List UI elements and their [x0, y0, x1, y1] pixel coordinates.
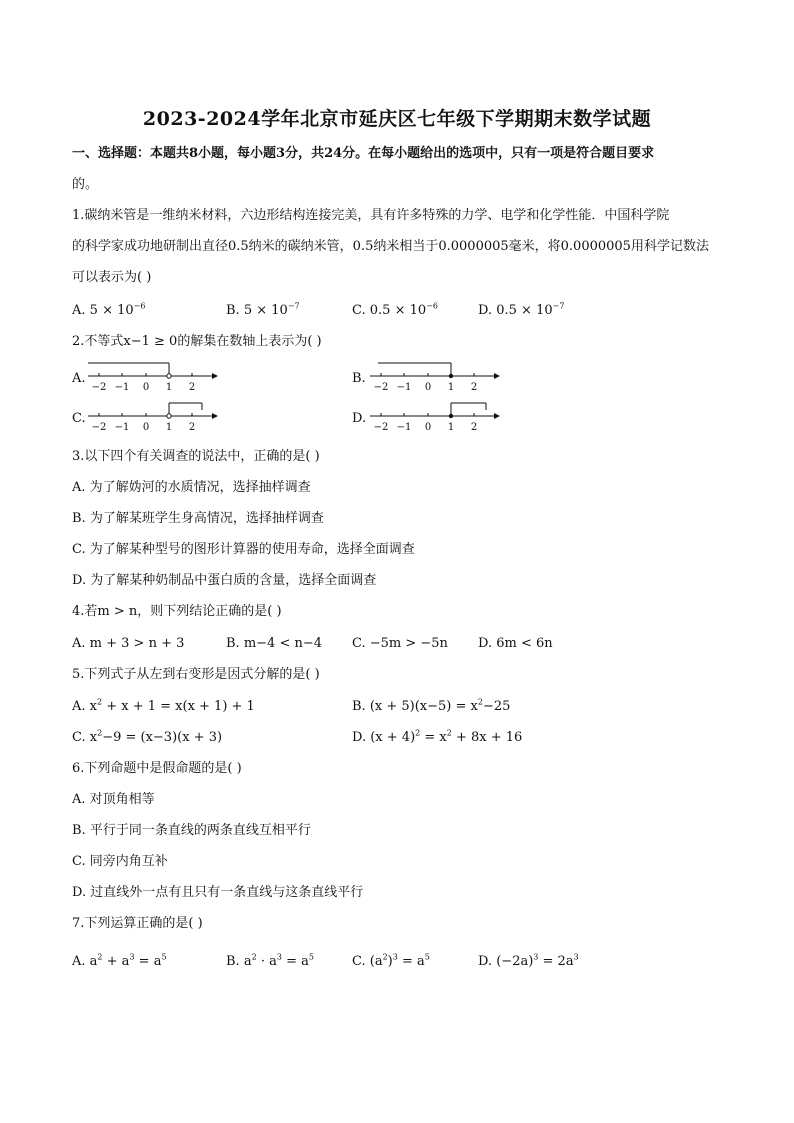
q3-option-b[interactable]: B. 为了解某班学生身高情况，选择抽样调查 [72, 511, 324, 526]
q2-number-line-b[interactable] [368, 358, 500, 392]
q4-option-d[interactable]: D. 6m < 6n [478, 636, 553, 651]
q5-option-a[interactable]: A. $x^2 + x + 1 = x(x + 1) + 1$ [72, 697, 255, 714]
q1-option-a[interactable]: A. $5 \times 10^{-6}$ [72, 301, 146, 318]
tick-label-1: 1 [447, 422, 455, 433]
section-instruction-line1: 一、选择题：本题共8小题，每小题3分，共24分。在每小题给出的选项中，只有一项是符合题目要求 [72, 146, 655, 161]
q1-stem-line3: 可以表示为( ) [72, 270, 152, 285]
q3-stem: 3.以下四个有关调查的说法中，正确的是( ) [72, 449, 320, 464]
tick-label-neg1: −1 [396, 382, 412, 393]
q5-option-b[interactable]: B. $(x + 5)(x-5) = x^2-25$ [352, 697, 511, 714]
tick-label-neg1: −1 [396, 422, 412, 433]
q7-option-a[interactable]: A. $a^2 + a^3 = a^5$ [72, 952, 167, 969]
q1-stem-line2: 的科学家成功地研制出直径0.5纳米的碳纳米管，0.5纳米相当于0.0000005毫米，将0.0000005用科学记数法 [72, 239, 709, 254]
q1-option-d[interactable]: D. $0.5 \times 10^{-7}$ [478, 301, 565, 318]
q1-option-c[interactable]: C. $0.5 \times 10^{-6}$ [352, 301, 438, 318]
tick-label-0: 0 [142, 422, 150, 433]
q1-option-b[interactable]: B. $5 \times 10^{-7}$ [226, 301, 300, 318]
tick-label-neg1: −1 [114, 382, 130, 393]
q2-option-b-label[interactable]: B. [352, 371, 366, 386]
q7-stem: 7.下列运算正确的是( ) [72, 916, 203, 931]
tick-label-1: 1 [447, 382, 455, 393]
q5-stem: 5.下列式子从左到右变形是因式分解的是( ) [72, 667, 320, 682]
q2-stem: 2.不等式x−1 ≥ 0的解集在数轴上表示为( ) [72, 334, 322, 349]
q2-option-d-label[interactable]: D. [352, 411, 367, 426]
tick-label-neg2: −2 [91, 422, 107, 433]
q6-option-a[interactable]: A. 对顶角相等 [72, 792, 155, 807]
q5-option-c[interactable]: C. $x^2-9 = (x-3)(x + 3)$ [72, 728, 223, 745]
q6-option-d[interactable]: D. 过直线外一点有且只有一条直线与这条直线平行 [72, 885, 364, 900]
tick-label-2: 2 [188, 382, 196, 393]
q4-option-a[interactable]: A. m + 3 > n + 3 [72, 636, 185, 651]
q4-stem: 4.若m > n，则下列结论正确的是( ) [72, 604, 282, 619]
q3-option-a[interactable]: A. 为了解妫河的水质情况，选择抽样调查 [72, 480, 311, 495]
q6-option-b[interactable]: B. 平行于同一条直线的两条直线互相平行 [72, 823, 311, 838]
q7-option-b[interactable]: B. $a^2 \cdot a^3 = a^5$ [226, 952, 314, 969]
q7-option-d[interactable]: D. $(-2a)^3 = 2a^3$ [478, 952, 579, 969]
tick-label-0: 0 [424, 382, 432, 393]
tick-label-1: 1 [165, 422, 173, 433]
q2-number-line-d[interactable] [368, 398, 500, 432]
q5-option-d[interactable]: D. $(x + 4)^2 = x^2 + 8x + 16$ [352, 728, 523, 745]
tick-label-0: 0 [142, 382, 150, 393]
q6-stem: 6.下列命题中是假命题的是( ) [72, 761, 242, 776]
tick-label-neg1: −1 [114, 422, 130, 433]
tick-label-2: 2 [188, 422, 196, 433]
q2-number-line-c[interactable] [86, 398, 218, 432]
tick-label-1: 1 [165, 382, 173, 393]
tick-label-2: 2 [470, 382, 478, 393]
q4-option-b[interactable]: B. m−4 < n−4 [226, 636, 323, 651]
tick-label-0: 0 [424, 422, 432, 433]
q4-option-c[interactable]: C. −5m > −5n [352, 636, 448, 651]
q2-option-a-label[interactable]: A. [72, 371, 86, 386]
q3-option-c[interactable]: C. 为了解某种型号的图形计算器的使用寿命，选择全面调查 [72, 542, 415, 557]
page-title: 2023-2024学年北京市延庆区七年级下学期期末数学试题 [142, 108, 652, 130]
section-instruction-line2: 的。 [72, 177, 99, 192]
tick-label-neg2: −2 [373, 422, 389, 433]
tick-label-2: 2 [470, 422, 478, 433]
q6-option-c[interactable]: C. 同旁内角互补 [72, 854, 168, 869]
q2-option-c-label[interactable]: C. [72, 411, 86, 426]
q3-option-d[interactable]: D. 为了解某种奶制品中蛋白质的含量，选择全面调查 [72, 573, 377, 588]
q7-option-c[interactable]: C. $(a^2)^3 = a^5$ [352, 952, 430, 969]
q2-number-line-a[interactable] [86, 358, 218, 392]
q1-stem-line1: 1.碳纳米管是一维纳米材料，六边形结构连接完美，具有许多特殊的力学、电学和化学性能．中国科学院 [72, 208, 670, 223]
tick-label-neg2: −2 [373, 382, 389, 393]
tick-label-neg2: −2 [91, 382, 107, 393]
